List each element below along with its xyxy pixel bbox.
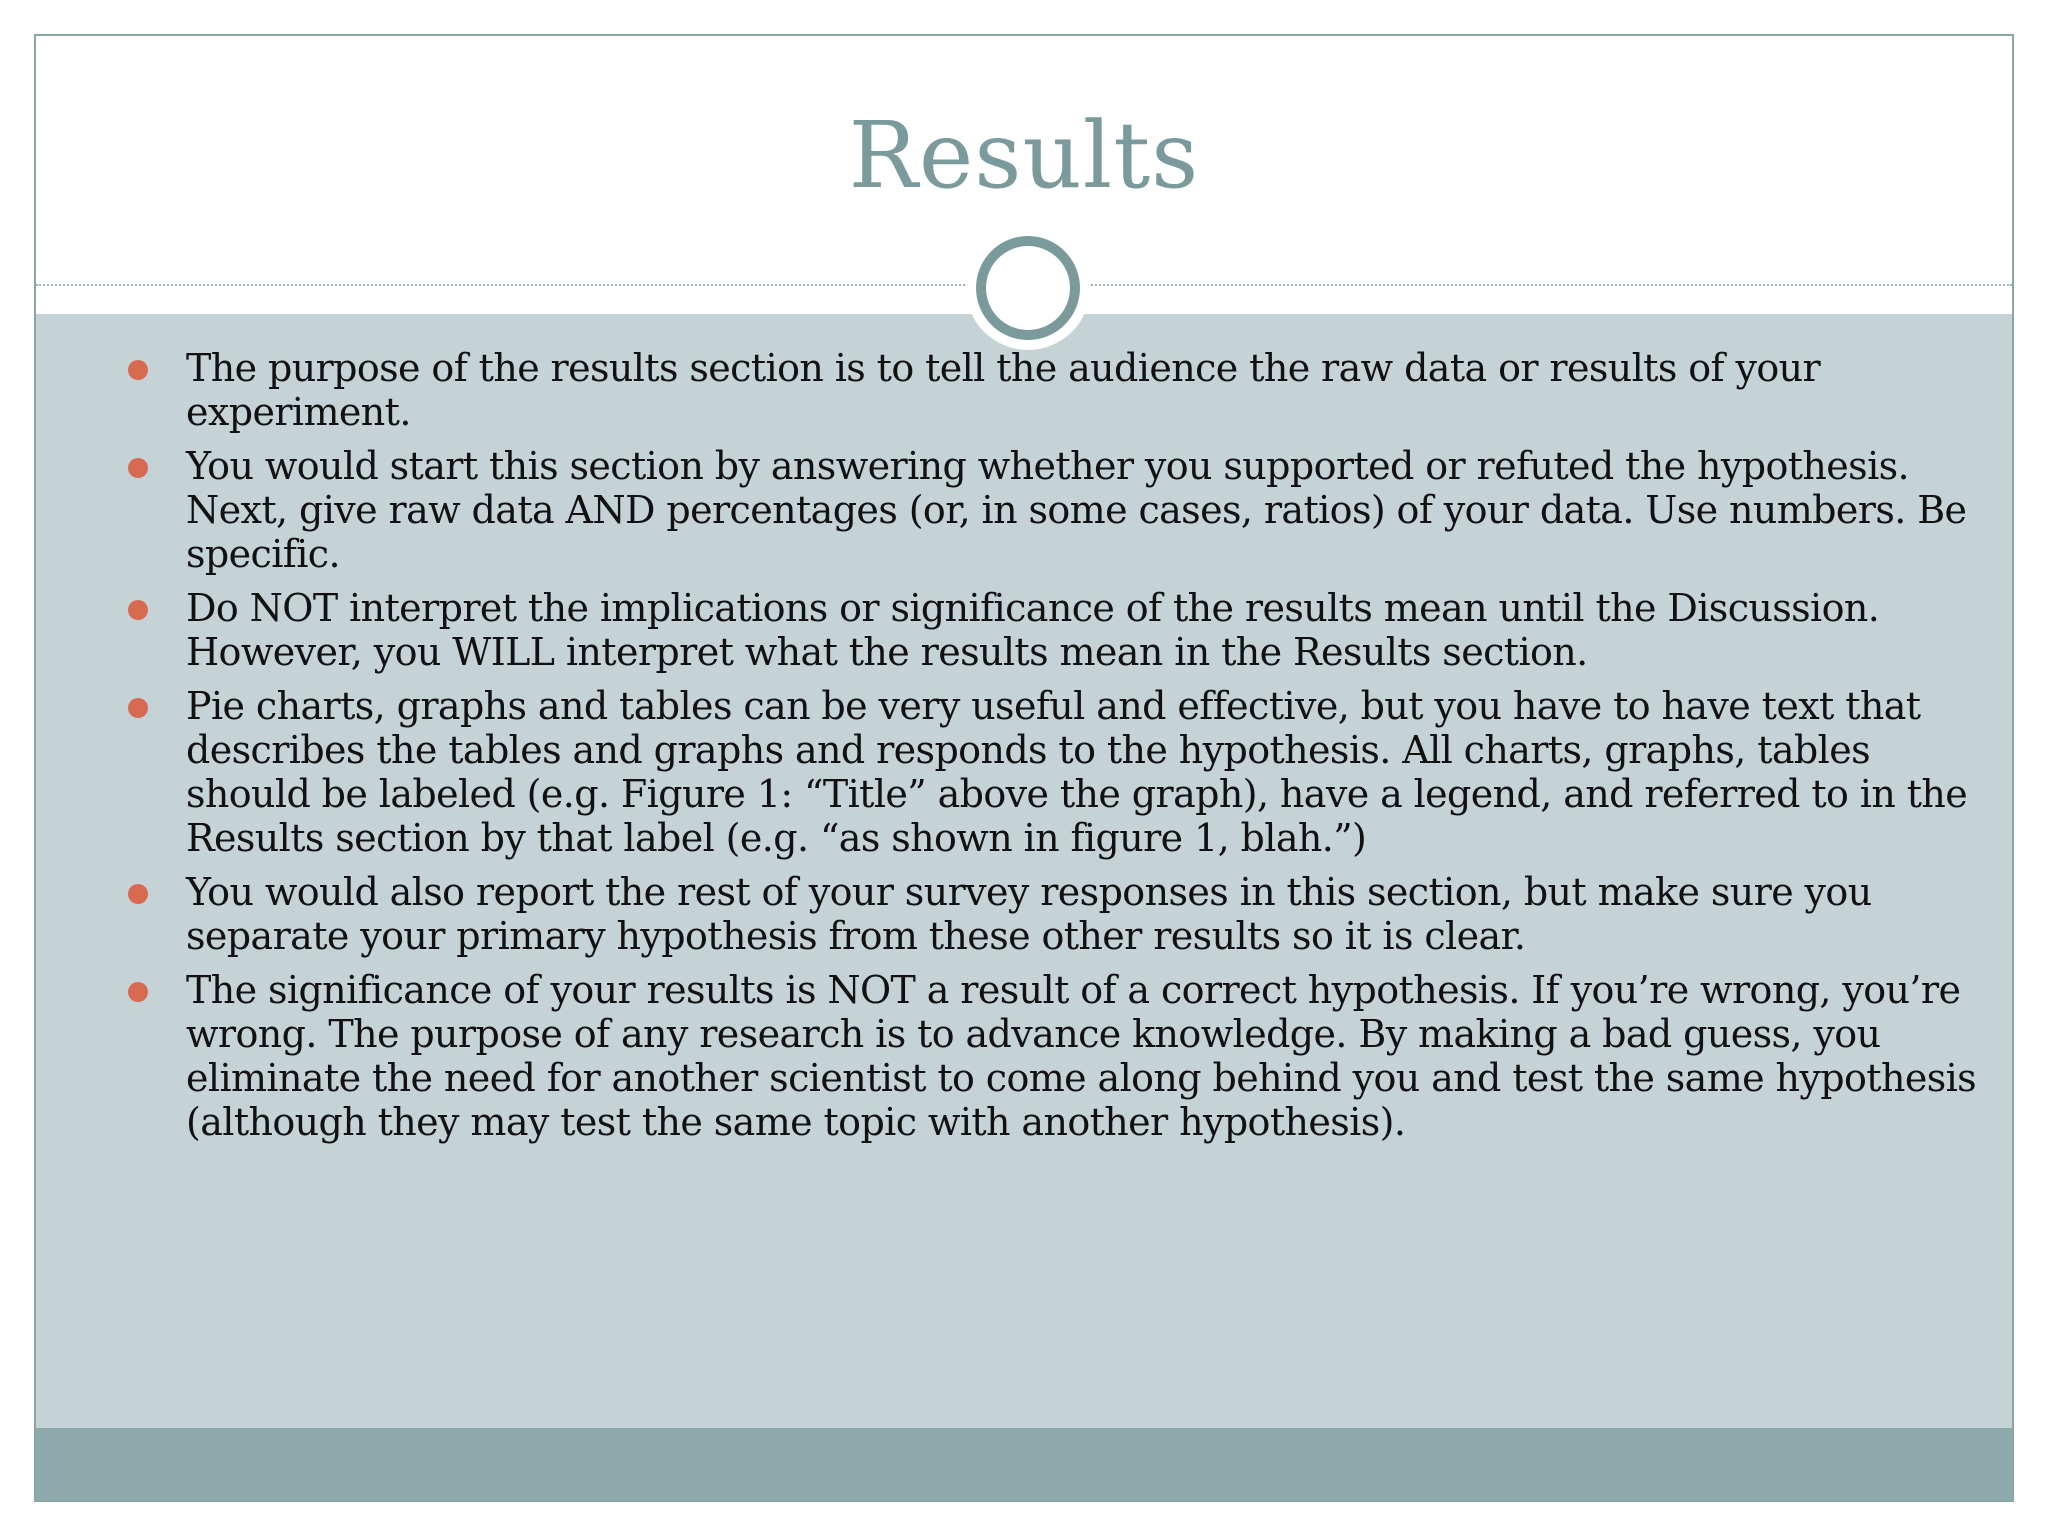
bullet-text: You would start this section by answering whether you supported or refuted the hypothesis. Next, give raw data AND percentages (or, in some cases, ratios) of your data. Use numbers. Be specific. (186, 444, 1967, 576)
bullet-dot-icon (128, 600, 148, 620)
ring-ornament-icon (976, 236, 1080, 340)
bullet-dot-icon (128, 884, 148, 904)
bullet-dot-icon (128, 698, 148, 718)
slide-title: Results (848, 102, 1200, 209)
bullet-text: You would also report the rest of your survey responses in this section, but make sure you separate your primary hypothesis from these other results so it is clear. (186, 870, 1872, 958)
bullet-dot-icon (128, 458, 148, 478)
bullet-item (106, 444, 1986, 576)
bullet-item (106, 968, 1986, 1144)
bullet-text: The purpose of the results section is to tell the audience the raw data or results of your experiment. (186, 346, 1821, 434)
bullet-item (106, 684, 1986, 860)
bullet-item (106, 586, 1986, 674)
bullet-list (106, 346, 1986, 1154)
bullet-dot-icon (128, 360, 148, 380)
slide (34, 34, 2014, 1502)
bullet-text: The significance of your results is NOT a result of a correct hypothesis. If you’re wrong, you’re wrong. The purpose of any research is to advance knowledge. By making a bad guess, you eliminate the need for another scientist to come along behind you and test the same hypothesis (although they may test the same topic with another hypothesis). (186, 968, 1977, 1144)
bullet-text: Do NOT interpret the implications or significance of the results mean until the Discussion. However, you WILL interpret what the results mean in the Results section. (186, 586, 1880, 674)
footer-bar (36, 1428, 2012, 1500)
bullet-item (106, 346, 1986, 434)
bullet-text: Pie charts, graphs and tables can be very useful and effective, but you have to have text that describes the tables and graphs and responds to the hypothesis. All charts, graphs, tables should be labeled (e.g. Figure 1: “Title” above the graph), have a legend, and referred to in the Results section by that label (e.g. “as shown in figure 1, blah.”) (186, 684, 1968, 860)
bullet-item (106, 870, 1986, 958)
bullet-dot-icon (128, 982, 148, 1002)
